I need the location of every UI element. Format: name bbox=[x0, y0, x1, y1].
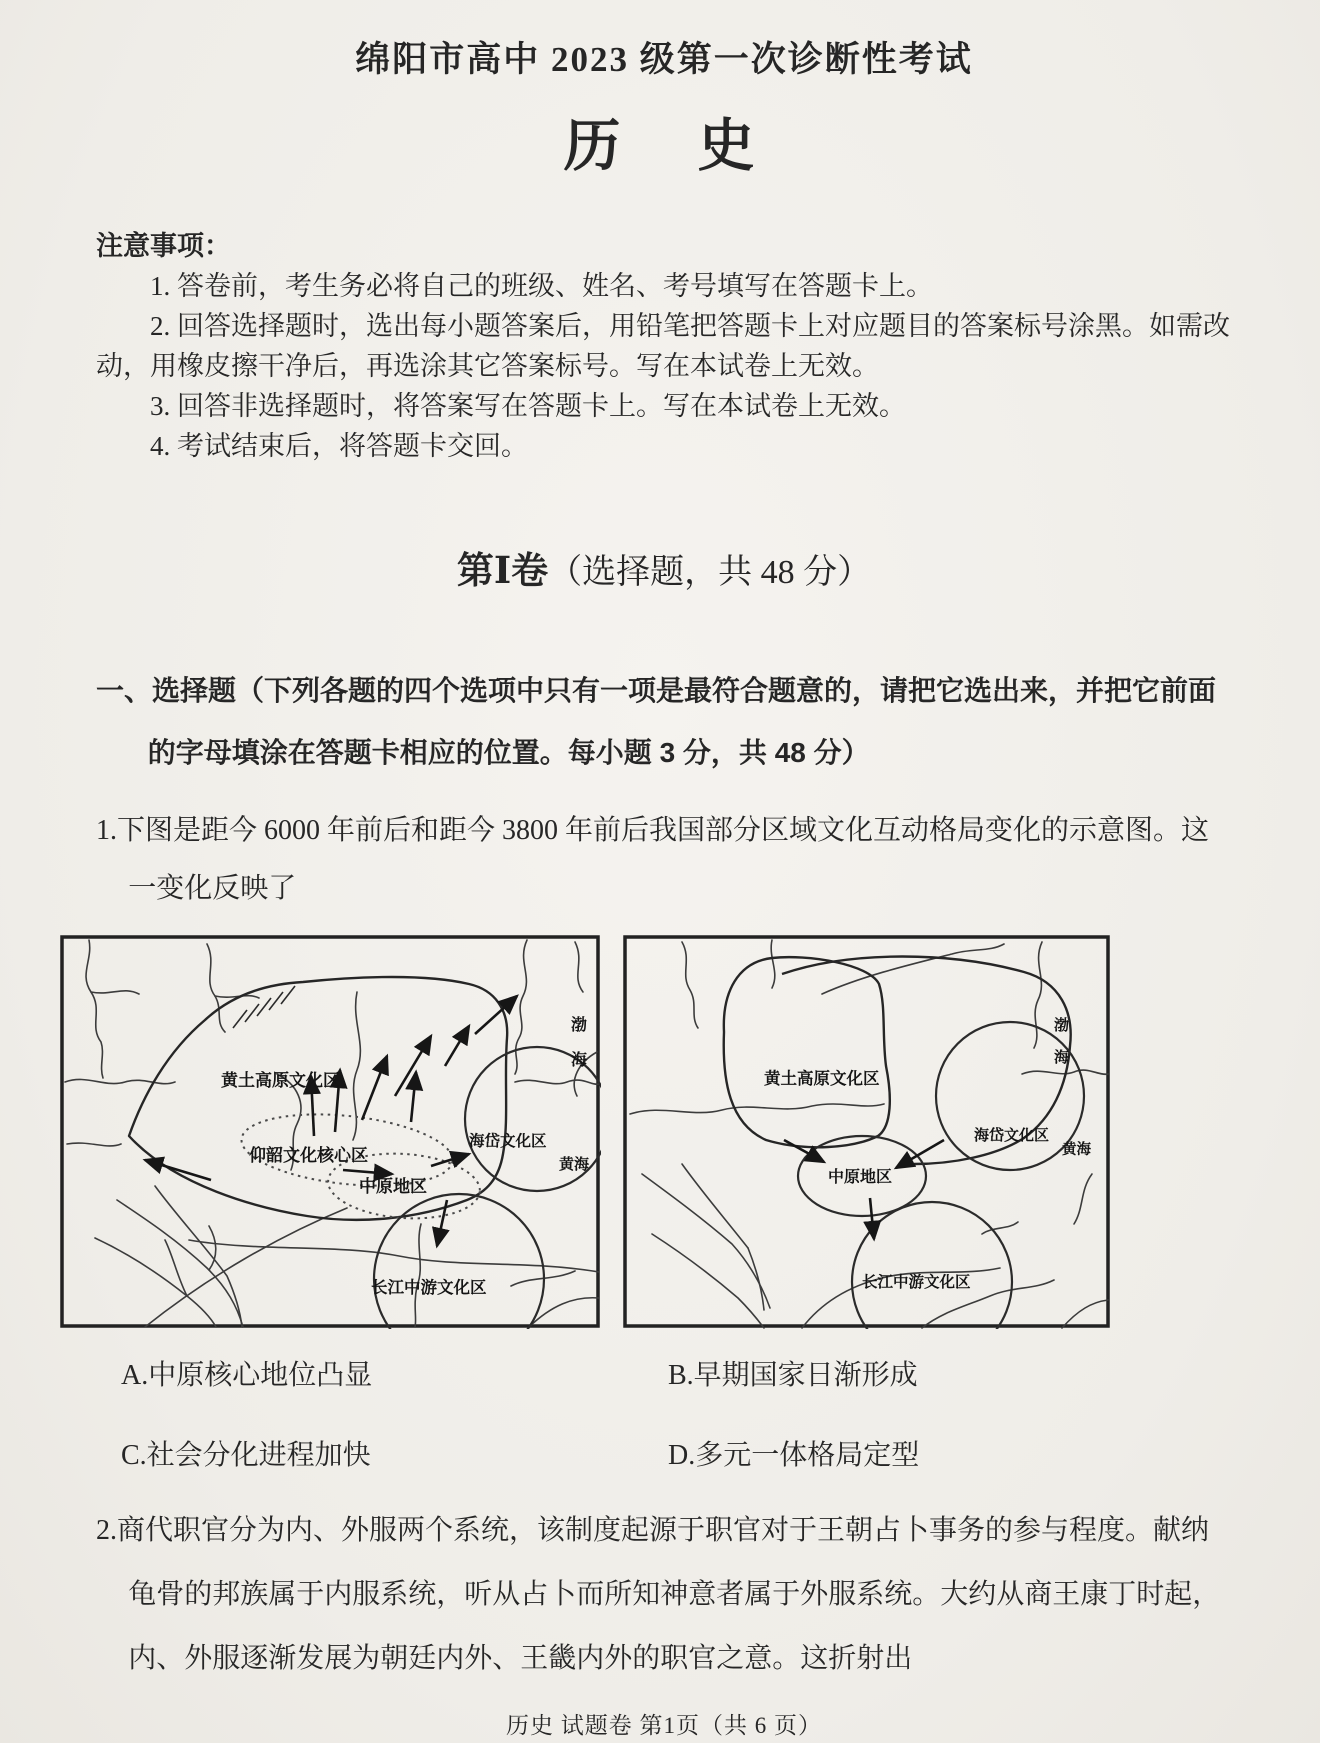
map-border bbox=[62, 937, 598, 1326]
yangtze-culture-circle bbox=[852, 1202, 1012, 1329]
section1-instructions-line1: 一、选择题（下列各题的四个选项中只有一项是最符合题意的，请把它选出来，并把它前面 bbox=[96, 675, 1217, 706]
question-2-stem-line1: 2.商代职官分为内、外服两个系统，该制度起源于职官对于王朝占卜事务的参与程度。献纳 bbox=[96, 1515, 1210, 1546]
label-yellow-sea: 黄海 bbox=[559, 1156, 590, 1173]
question-1-figure bbox=[59, 934, 1232, 1329]
label-yangshao-core: 仰韶文化核心区 bbox=[249, 1146, 368, 1165]
diffusion-arrows bbox=[145, 996, 517, 1246]
question-2 bbox=[96, 1499, 1232, 1691]
notice-heading: 注意事项： bbox=[96, 231, 231, 261]
label-yangtze-middle-culture: 长江中游文化区 bbox=[862, 1274, 971, 1291]
hatched-band bbox=[233, 986, 295, 1028]
question-2-stem-line2: 龟骨的邦族属于内服系统，听从占卜而所知神意者属于外服系统。大约从商王康丁时起， bbox=[128, 1579, 1221, 1610]
yangtze-culture-circle bbox=[374, 1194, 544, 1329]
option-a: A.中原核心地位凸显 bbox=[121, 1360, 373, 1391]
label-haidai-culture: 海岱文化区 bbox=[469, 1133, 547, 1150]
question-1-stem-line1: 1.下图是距今 6000 年前后和距今 3800 年前后我国部分区域文化互动格局变化的示意图。这 bbox=[96, 815, 1210, 846]
label-bohai-sea-2: 海 bbox=[571, 1052, 588, 1069]
part1-heading-paren: （选择题，共 48 分） bbox=[548, 554, 872, 591]
label-loess-plateau-culture: 黄土高原文化区 bbox=[764, 1070, 880, 1088]
part1-heading-main: 第Ⅰ卷 bbox=[456, 551, 549, 592]
part1-heading bbox=[96, 540, 1232, 594]
label-central-plain: 中原地区 bbox=[828, 1169, 893, 1186]
option-b: B.早期国家日渐形成 bbox=[668, 1360, 918, 1391]
label-yangtze-middle-culture: 长江中游文化区 bbox=[371, 1279, 487, 1297]
map-6000bp bbox=[59, 934, 601, 1329]
question-1-options bbox=[96, 1353, 1232, 1473]
notice-item-2: 2. 回答选择题时，选出每小题答案后，用铅笔把答题卡上对应题目的答案标号涂黑。如需改动，用橡皮擦干净后，再选涂其它答案标号。写在本试卷上无效。 bbox=[96, 311, 1230, 381]
loess-plateau-outline bbox=[724, 957, 890, 1147]
label-loess-plateau-culture: 黄土高原文化区 bbox=[221, 1071, 340, 1090]
section1-instructions bbox=[96, 660, 1232, 784]
question-1-stem-line2: 一变化反映了 bbox=[128, 873, 297, 904]
option-d: D.多元一体格局定型 bbox=[668, 1440, 920, 1471]
notice-section bbox=[96, 226, 1232, 466]
subject-title: 历 史 bbox=[563, 115, 765, 178]
label-haidai-culture: 海岱文化区 bbox=[974, 1127, 1050, 1144]
page-footer: 历史 试题卷 第1页（共 6 页） bbox=[506, 1713, 822, 1738]
label-bohai-sea: 渤 bbox=[1054, 1017, 1070, 1034]
exam-title: 绵阳市高中 2023 级第一次诊断性考试 bbox=[355, 40, 973, 79]
question-1 bbox=[96, 802, 1232, 918]
notice-item-3: 3. 回答非选择题时，将答案写在答题卡上。写在本试卷上无效。 bbox=[150, 391, 906, 421]
notice-item-4: 4. 考试结束后，将答题卡交回。 bbox=[150, 431, 528, 461]
notice-item-1: 1. 答卷前，考生务必将自己的班级、姓名、考号填写在答题卡上。 bbox=[150, 271, 933, 301]
interaction-zone-outline bbox=[129, 977, 507, 1220]
label-bohai-sea-2: 海 bbox=[1054, 1049, 1070, 1066]
section1-instructions-line2: 的字母填涂在答题卡相应的位置。每小题 3 分，共 48 分） bbox=[147, 737, 870, 768]
map-3800bp bbox=[622, 934, 1111, 1329]
question-2-stem-line3: 内、外服逐渐发展为朝廷内外、王畿内外的职官之意。这折射出 bbox=[128, 1643, 913, 1674]
label-yellow-sea: 黄海 bbox=[1062, 1142, 1091, 1158]
label-bohai-sea: 渤 bbox=[571, 1017, 588, 1034]
option-c: C.社会分化进程加快 bbox=[121, 1440, 371, 1471]
label-central-plain: 中原地区 bbox=[359, 1177, 427, 1196]
